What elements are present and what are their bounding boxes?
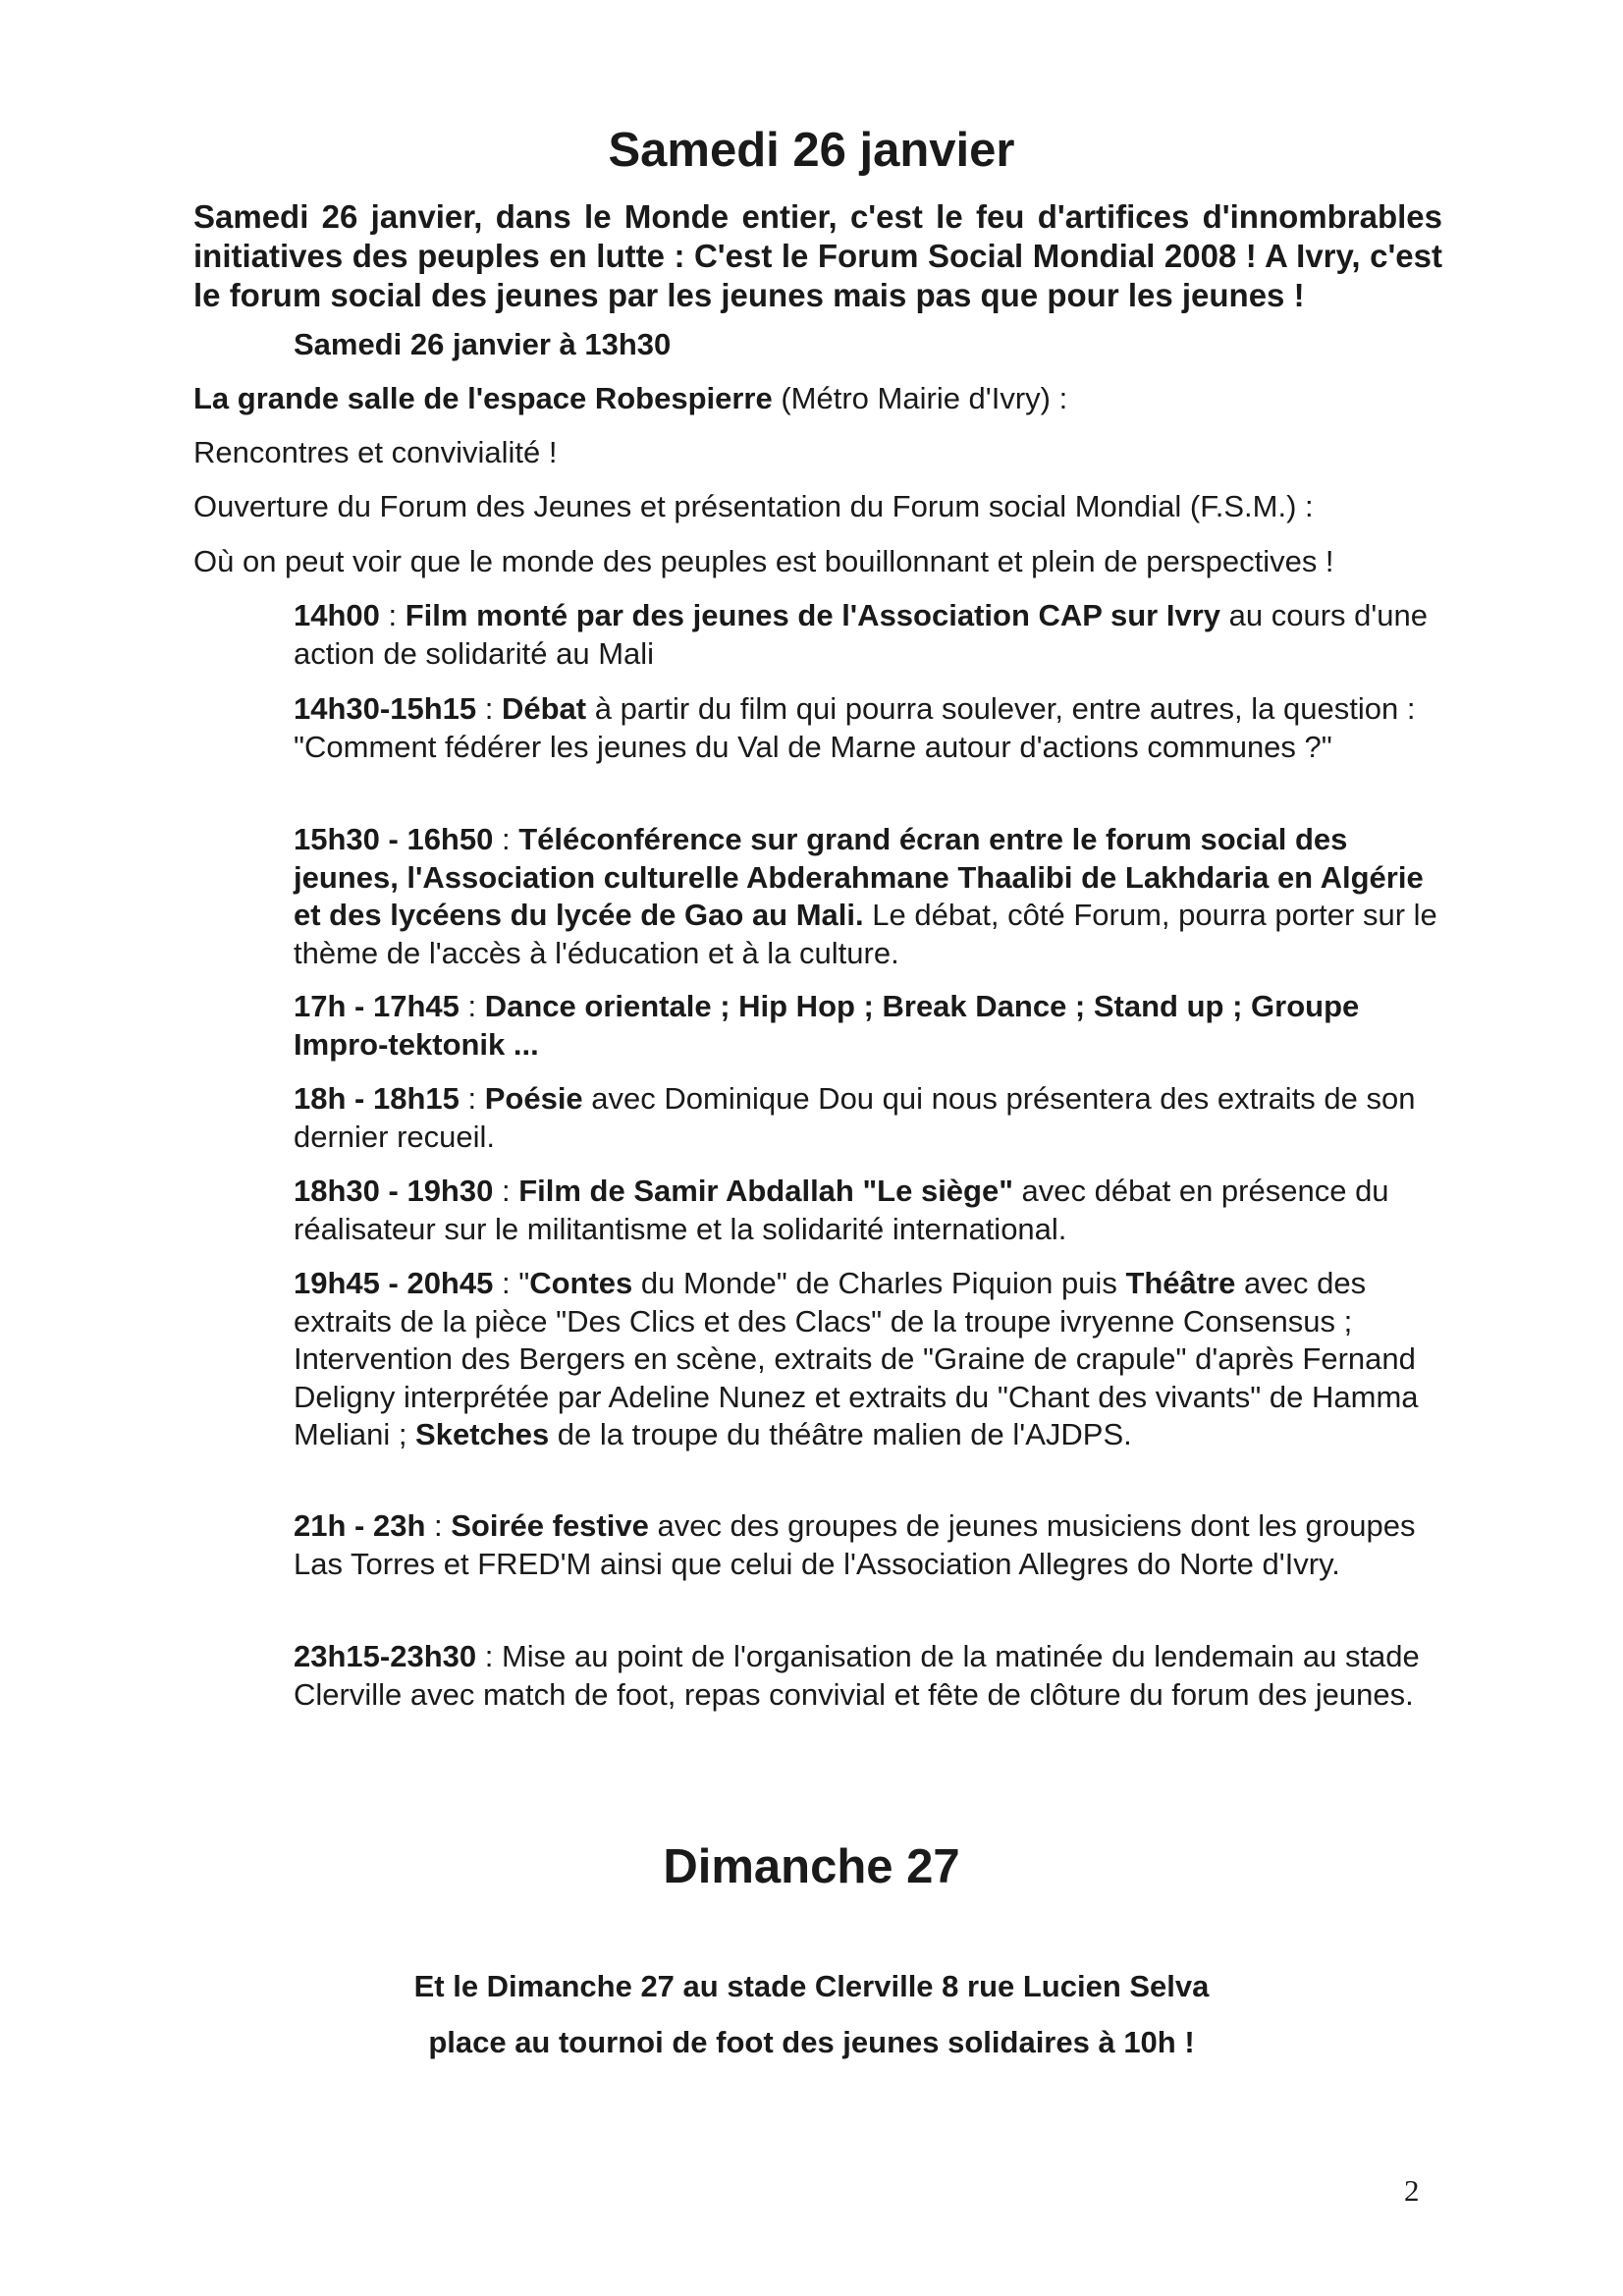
item-sep: : ": [493, 1266, 530, 1300]
program-item-5: [294, 1080, 1452, 1156]
item-rest: au cours d'une action de solidarité au Mali: [294, 598, 1429, 671]
item-sep: :: [379, 598, 406, 632]
item-bold: Théâtre: [1125, 1266, 1236, 1300]
program-item-4: [294, 988, 1452, 1064]
sunday-heading: Dimanche 27: [663, 1840, 960, 1893]
item-bold: Poésie: [484, 1081, 583, 1116]
saturday-heading: Samedi 26 janvier: [608, 124, 1015, 177]
sunday-line-2: place au tournoi de foot des jeunes solidaires à 10h !: [428, 2025, 1195, 2059]
item-sep: :: [459, 989, 485, 1023]
item-bold: Film de Samir Abdallah "Le siège": [518, 1174, 1013, 1208]
item-bold: Débat: [501, 691, 587, 726]
program-item-2: [294, 690, 1452, 766]
item-time: 23h15-23h30: [294, 1639, 477, 1673]
item-rest: avec débat en présence du réalisateur sur le militantisme et la solidarité international.: [294, 1174, 1389, 1246]
item-sep: :: [493, 822, 519, 856]
item-bold: Dance orientale ; Hip Hop ; Break Dance ; Stand up ; Groupe Impro-tektonik ...: [294, 989, 1360, 1062]
program-item-1: [294, 597, 1452, 673]
item-bold: Sketches: [415, 1417, 550, 1451]
page-number: 2: [1404, 2173, 1420, 2208]
program-item-9: [294, 1638, 1452, 1714]
item-time: 21h - 23h: [294, 1508, 426, 1543]
item-time: 14h00: [294, 598, 380, 632]
item-sep: :: [459, 1081, 485, 1116]
item-time: 18h - 18h15: [294, 1081, 460, 1116]
item-sep: :: [476, 691, 502, 726]
item-rest: à partir du film qui pourra soulever, entre autres, la question : "Comment fédérer les jeunes du Val de Marne autour d'actions communes ?": [294, 691, 1416, 764]
time-line: Samedi 26 janvier à 13h30: [294, 327, 672, 361]
ouverture-line: Ouverture du Forum des Jeunes et présentation du Forum social Mondial (F.S.M.) :: [193, 489, 1314, 523]
item-rest: Le débat, côté Forum, pourra porter sur le thème de l'accès à l'éducation et à la culture.: [294, 898, 1437, 970]
item-time: 15h30 - 16h50: [294, 822, 494, 856]
item-rest: de la troupe du théâtre malien de l'AJDPS.: [549, 1417, 1132, 1451]
item-bold: Contes: [529, 1266, 633, 1300]
item-bold: Téléconférence sur grand écran entre le forum social des jeunes, l'Association culturelle Abderahmane Thaalibi de Lakhdaria en Algérie et des lycéens du lycée de Gao au Mali.: [294, 822, 1424, 932]
item-sep: :: [493, 1174, 519, 1208]
item-time: 18h30 - 19h30: [294, 1174, 494, 1208]
item-time: 17h - 17h45: [294, 989, 460, 1023]
item-sep: :: [476, 1639, 502, 1673]
program-item-7: [294, 1265, 1452, 1454]
program-item-8: [294, 1507, 1452, 1583]
item-rest: avec des extraits de la pièce "Des Clics et des Clacs" de la troupe ivryenne Consensus ; Intervention des Bergers en scène, extraits de "Graine de crapule" d'après Fernand Deligny interprétée par Adeline Nunez et extraits du "Chant des vivants" de Hamma Meliani ;: [294, 1266, 1419, 1451]
item-time: 19h45 - 20h45: [294, 1266, 494, 1300]
venue-line: [193, 380, 1470, 417]
item-rest: avec Dominique Dou qui nous présentera des extraits de son dernier recueil.: [294, 1081, 1416, 1154]
venue-rest: (Métro Mairie d'Ivry) :: [772, 381, 1068, 415]
item-bold: Film monté par des jeunes de l'Association CAP sur Ivry: [405, 598, 1221, 632]
rencontres-line: Rencontres et convivialité !: [193, 435, 558, 469]
sunday-line-1: Et le Dimanche 27 au stade Clerville 8 rue Lucien Selva: [413, 1969, 1210, 2003]
item-bold: Soirée festive: [451, 1508, 649, 1543]
item-rest: avec des groupes de jeunes musiciens dont les groupes Las Torres et FRED'M ainsi que celui de l'Association Allegres do Norte d'Ivry.: [294, 1508, 1416, 1581]
venue-bold: La grande salle de l'espace Robespierre: [193, 381, 773, 415]
item-rest: Mise au point de l'organisation de la matinée du lendemain au stade Clerville avec match de foot, repas convivial et fête de clôture du forum des jeunes.: [294, 1639, 1420, 1712]
saturday-intro: Samedi 26 janvier, dans le Monde entier, c'est le feu d'artifices d'innombrables initiatives des peuples en lutte : C'est le Forum Social Mondial 2008 ! A Ivry, c'est le forum social des jeunes par les jeunes mais pas que pour les jeunes !: [193, 198, 1442, 313]
item-sep: :: [425, 1508, 452, 1543]
item-rest: du Monde" de Charles Piquion puis: [632, 1266, 1126, 1300]
program-item-3: [294, 821, 1452, 972]
program-item-6: [294, 1173, 1452, 1248]
ou-line: Où on peut voir que le monde des peuples est bouillonnant et plein de perspectives !: [193, 544, 1334, 578]
item-time: 14h30-15h15: [294, 691, 477, 726]
